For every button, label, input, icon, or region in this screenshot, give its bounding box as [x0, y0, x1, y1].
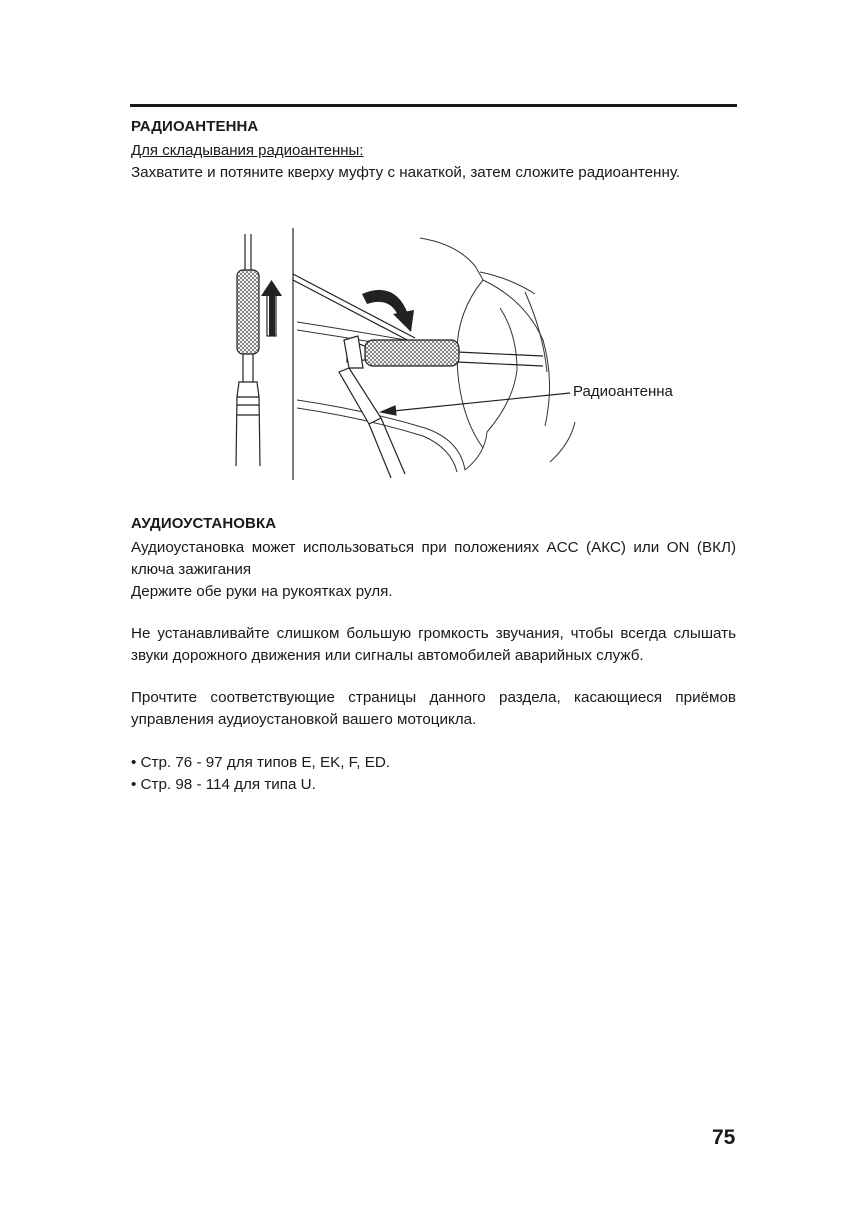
up-arrow-icon: [261, 280, 282, 336]
curved-arrow-icon: [362, 290, 414, 332]
main-antenna: [293, 274, 543, 478]
audio-heading: АУДИОУСТАНОВКА: [131, 515, 277, 532]
audio-paragraph-pages: Прочтите соответствующие страницы данного раздела, касающиеся приёмов управления аудиоустановкой вашего мотоцикла.: [131, 689, 736, 728]
page-number: 75: [712, 1126, 736, 1149]
bullet-pages-u: • Стр. 98 - 114 для типа U.: [131, 776, 316, 793]
bullet-pages-e-ek-f-ed: • Стр. 76 - 97 для типов E, EK, F, ED.: [131, 754, 391, 771]
radio-antenna-instruction: Захватите и потяните кверху муфту с накаткой, затем сложите радиоантенну.: [131, 164, 681, 181]
audio-paragraph-volume: Не устанавливайте слишком большую громкость звучания, чтобы всегда слышать звуки дорожного движения или сигналы автомобилей аварийных служб.: [131, 625, 736, 664]
radio-antenna-heading: РАДИОАНТЕННА: [131, 118, 259, 135]
top-rule: [130, 104, 737, 107]
audio-paragraph-hands: Держите обе руки на рукоятках руля.: [131, 583, 393, 600]
inset-antenna-mast: [236, 234, 260, 466]
audio-paragraph-ignition: Аудиоустановка может использоваться при положениях ACC (АКС) или ON (ВКЛ) ключа зажигания: [131, 539, 736, 578]
antenna-illustration: [225, 222, 705, 484]
radio-antenna-subheading: Для складывания радиоантенны:: [131, 142, 364, 159]
antenna-callout-label: Радиоантенна: [573, 383, 673, 400]
callout-leader: [381, 393, 570, 415]
